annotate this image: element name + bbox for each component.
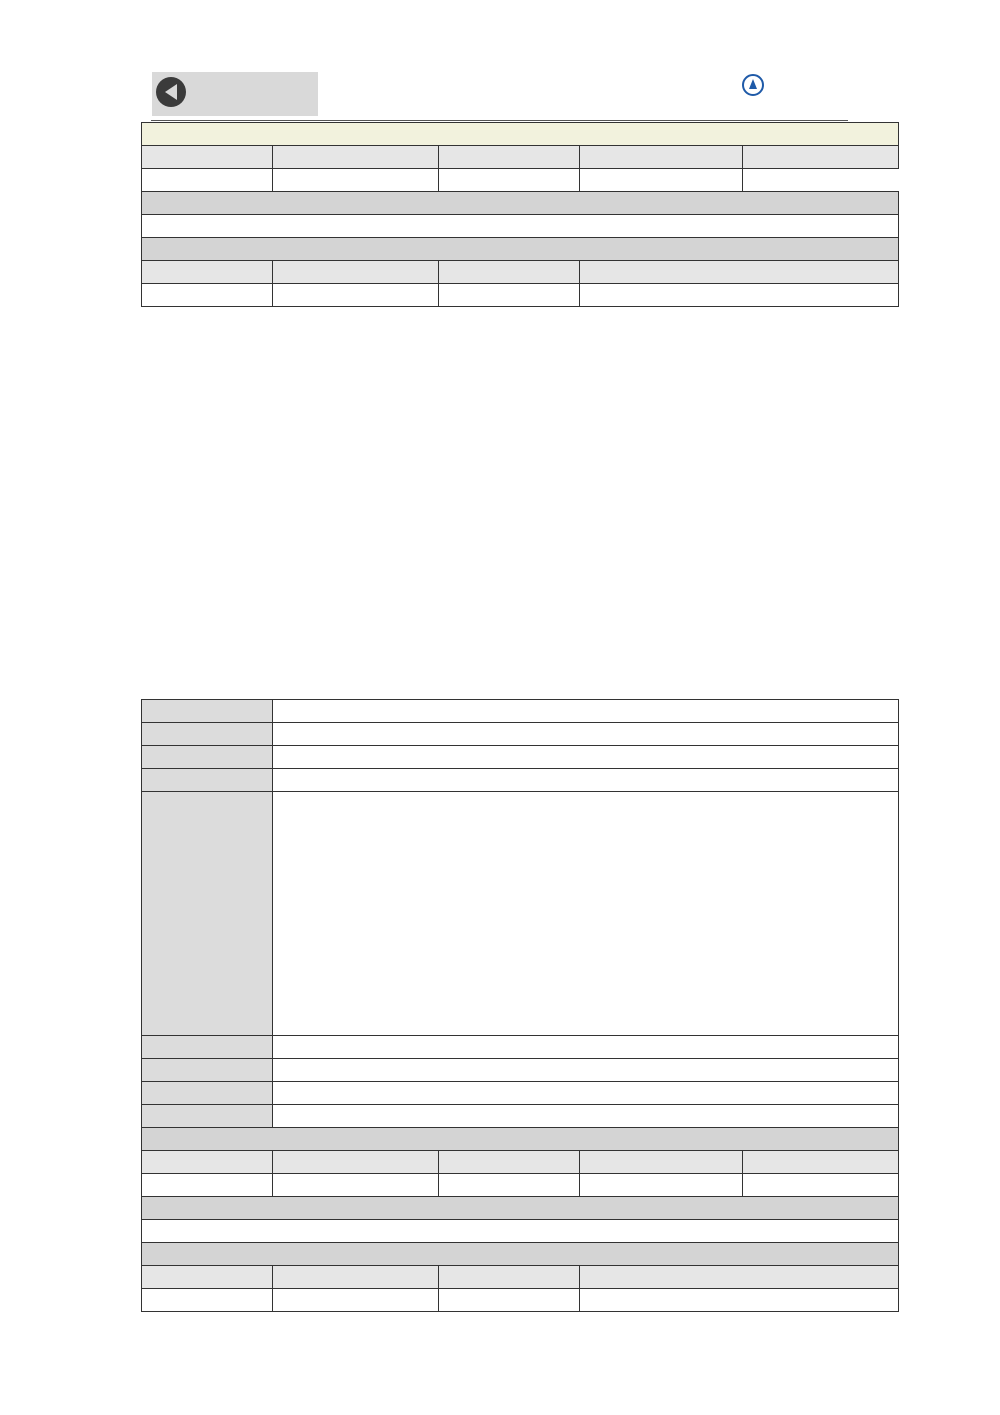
log-header-version <box>439 261 580 284</box>
col-header-no <box>142 1151 273 1174</box>
header-divider <box>151 120 848 121</box>
col-header-name <box>273 146 439 169</box>
log-cell <box>580 1289 899 1312</box>
empty-cell <box>439 1174 580 1197</box>
value-special-req <box>273 1082 899 1105</box>
label-description <box>142 746 273 769</box>
label-precondition <box>142 769 273 792</box>
ui-section-title <box>142 192 899 215</box>
spec-table-continued <box>141 122 899 307</box>
log-header-author <box>142 261 273 284</box>
log-cell <box>439 284 580 307</box>
col-header-type <box>439 146 580 169</box>
col-header-attr <box>580 146 743 169</box>
value-use-case <box>273 700 899 723</box>
log-cell <box>142 284 273 307</box>
kama-logo <box>152 72 318 116</box>
col-header-desc <box>743 146 899 169</box>
ui-section-body <box>142 215 899 238</box>
label-basic-scenario <box>142 792 273 1036</box>
empty-cell <box>580 1174 743 1197</box>
empty-cell <box>142 169 273 192</box>
log-header-time <box>273 1266 439 1289</box>
log-cell <box>273 1289 439 1312</box>
col-header-name <box>273 1151 439 1174</box>
col-header-type <box>439 1151 580 1174</box>
log-header-summary <box>580 1266 899 1289</box>
col-header-no <box>142 146 273 169</box>
use-case-table <box>141 699 899 1312</box>
label-alt-scenario <box>142 1036 273 1059</box>
ui-section-body <box>142 1220 899 1243</box>
label-postcondition <box>142 1059 273 1082</box>
log-header-author <box>142 1266 273 1289</box>
empty-cell <box>743 1174 899 1197</box>
aerospace-emblem-icon <box>742 74 764 96</box>
log-cell <box>580 284 899 307</box>
data-spec-title <box>142 1128 899 1151</box>
label-use-case <box>142 700 273 723</box>
log-cell <box>439 1289 580 1312</box>
log-cell <box>142 1289 273 1312</box>
empty-cell <box>273 169 439 192</box>
label-special-req <box>142 1082 273 1105</box>
spec-section-title <box>142 123 899 146</box>
col-header-desc <box>743 1151 899 1174</box>
log-header-time <box>273 261 439 284</box>
value-frequency <box>273 1105 899 1128</box>
kama-logo-mark-icon <box>156 77 186 107</box>
label-actor <box>142 723 273 746</box>
label-frequency <box>142 1105 273 1128</box>
empty-cell <box>580 169 743 192</box>
value-actor <box>273 723 899 746</box>
value-basic-scenario <box>273 792 899 1036</box>
value-precondition <box>273 769 899 792</box>
empty-cell <box>439 169 580 192</box>
log-header-summary <box>580 261 899 284</box>
value-postcondition <box>273 1059 899 1082</box>
log-header-version <box>439 1266 580 1289</box>
ui-section-title <box>142 1197 899 1220</box>
empty-cell <box>142 1174 273 1197</box>
log-cell <box>273 284 439 307</box>
log-section-title <box>142 1243 899 1266</box>
hoteam-logo <box>735 72 855 116</box>
col-header-attr <box>580 1151 743 1174</box>
value-description <box>273 746 899 769</box>
value-alt-scenario <box>273 1036 899 1059</box>
log-section-title <box>142 238 899 261</box>
empty-cell <box>273 1174 439 1197</box>
